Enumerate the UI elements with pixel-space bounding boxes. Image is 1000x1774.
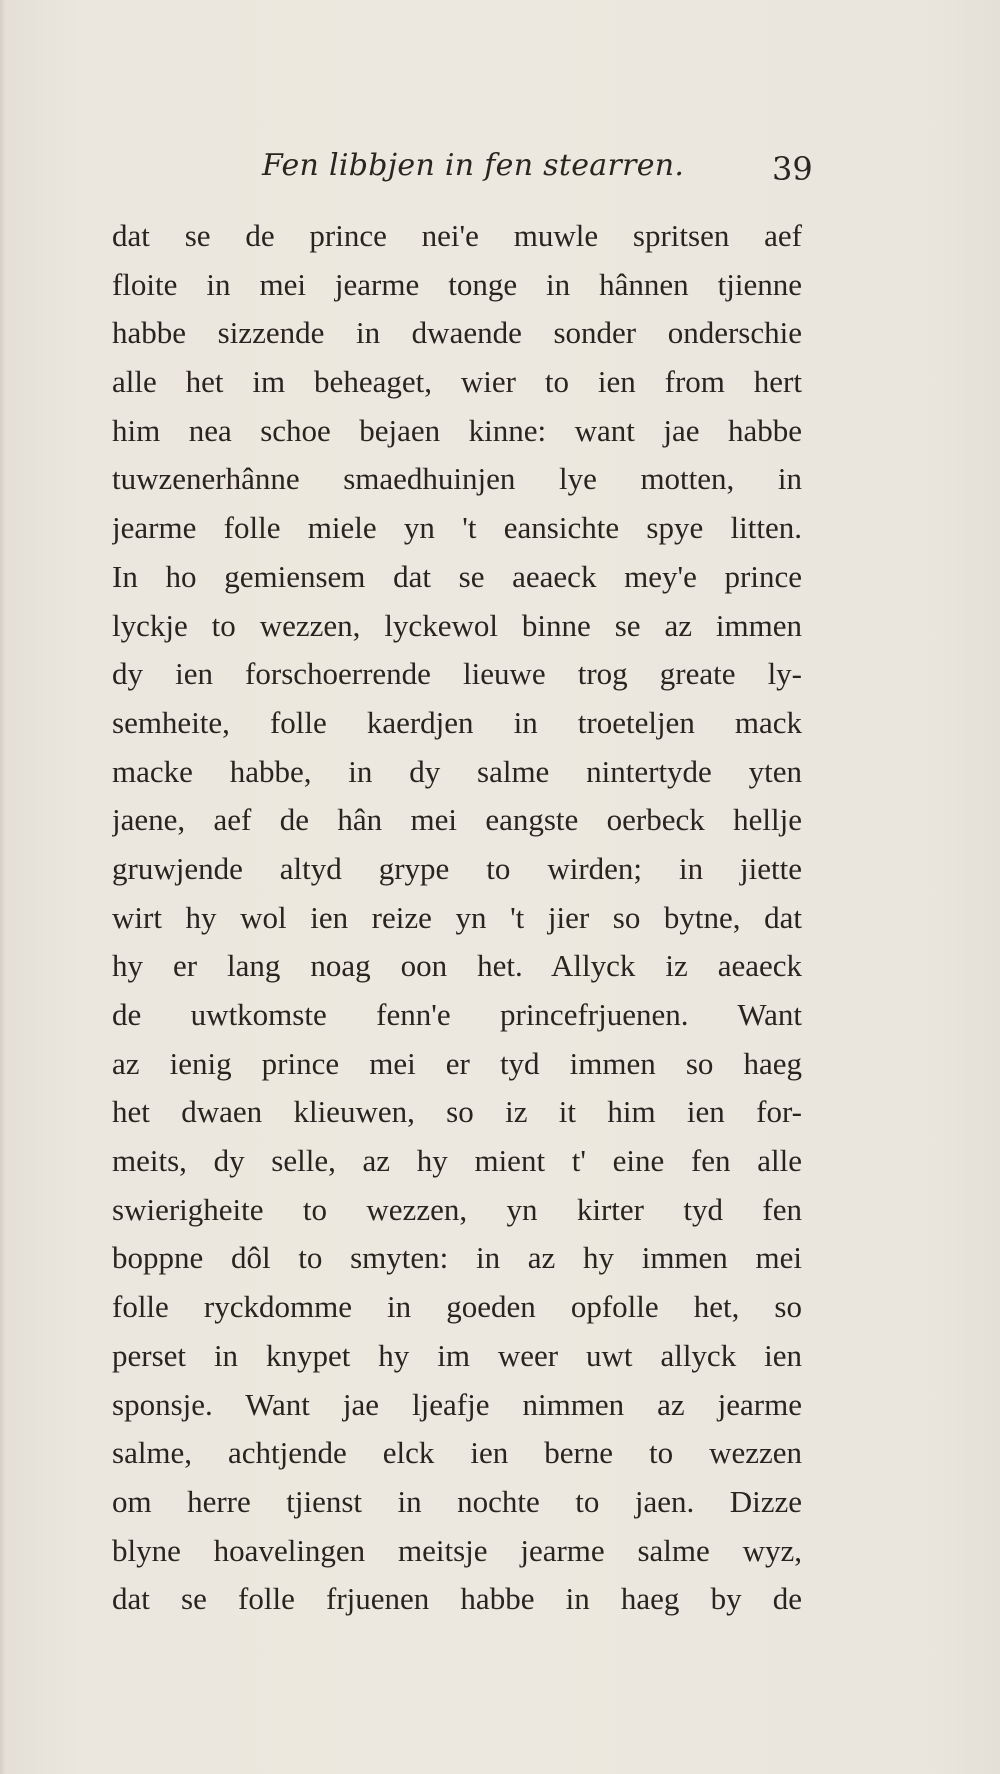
text-line: meits, dy selle, az hy mient t' eine fen alle	[112, 1143, 802, 1179]
text-line: him nea schoe bejaen kinne: want jae habbe	[112, 412, 802, 448]
text-line: lyckje to wezzen, lyckewol binne se az immen	[112, 607, 802, 643]
text-line: dy ien forschoerrende lieuwe trog greate ly-	[112, 656, 802, 692]
text-line: jaene, aef de hân mei eangste oerbeck hellje	[112, 802, 802, 838]
text-line: dat se de prince nei'e muwle spritsen aef	[112, 218, 802, 253]
text-line: de uwtkomste fenn'e princefrjuenen. Want	[112, 997, 802, 1032]
page-edge	[0, 0, 6, 1774]
page-number: 39	[772, 150, 813, 188]
text-line: az ienig prince mei er tyd immen so haeg	[112, 1045, 802, 1081]
text-line: habbe sizzende in dwaende sonder onderschie	[112, 315, 802, 351]
running-head	[0, 148, 1000, 198]
text-line: dat se folle frjuenen habbe in haeg by de	[112, 1581, 802, 1617]
body-text	[112, 212, 802, 1624]
text-line: boppne dôl to smyten: in az hy immen mei	[112, 1240, 802, 1276]
text-line: folle ryckdomme in goeden opfolle het, so	[112, 1289, 802, 1325]
text-line: tuwzenerhânne smaedhuinjen lye motten, in	[112, 461, 802, 497]
text-line: sponsje. Want jae ljeafje nimmen az jearme	[112, 1386, 802, 1422]
text-line: hy er lang noag oon het. Allyck iz aeaeck	[112, 948, 802, 984]
text-line: blyne hoavelingen meitsje jearme salme wyz,	[112, 1532, 802, 1568]
text-line: semheite, folle kaerdjen in troeteljen mack	[112, 704, 802, 740]
text-line: swierigheite to wezzen, yn kirter tyd fen	[112, 1191, 802, 1227]
text-line: floite in mei jearme tonge in hânnen tjienne	[112, 266, 802, 302]
text-line: wirt hy wol ien reize yn 't jier so bytne, dat	[112, 899, 802, 935]
running-title: Fen libbjen in fen stearren.	[262, 148, 685, 183]
text-line: perset in knypet hy im weer uwt allyck ien	[112, 1337, 802, 1373]
text-line: om herre tjienst in nochte to jaen. Dizze	[112, 1483, 802, 1519]
text-line: alle het im beheaget, wier to ien from hert	[112, 364, 802, 400]
text-line: jearme folle miele yn 't eansichte spye litten.	[112, 510, 802, 546]
text-line: salme, achtjende elck ien berne to wezzen	[112, 1435, 802, 1471]
text-line: In ho gemiensem dat se aeaeck mey'e prince	[112, 558, 802, 594]
text-line: macke habbe, in dy salme nintertyde yten	[112, 753, 802, 789]
text-line: het dwaen klieuwen, so iz it him ien for-	[112, 1094, 802, 1130]
text-line: gruwjende altyd grype to wirden; in jiette	[112, 850, 802, 886]
